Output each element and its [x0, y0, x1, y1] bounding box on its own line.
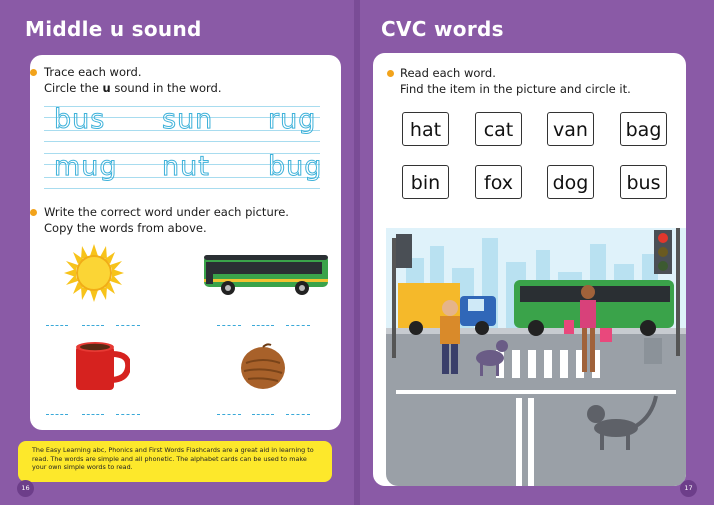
- nut-icon: [238, 343, 288, 391]
- instruction-line: [44, 80, 221, 96]
- answer-line[interactable]: [217, 414, 241, 416]
- word-box[interactable]: cat: [475, 112, 522, 146]
- trace-word[interactable]: bug: [268, 151, 323, 182]
- answer-line[interactable]: [252, 414, 274, 416]
- answer-line[interactable]: [252, 325, 274, 327]
- instruction-write: [44, 204, 289, 236]
- page-title: CVC words: [381, 17, 504, 41]
- instruction-line: Write the correct word under each picture.: [44, 205, 289, 219]
- answer-line[interactable]: [82, 325, 104, 327]
- answer-line[interactable]: [116, 414, 140, 416]
- page-number: 17: [680, 480, 697, 497]
- page-title: Middle u sound: [25, 17, 202, 41]
- word-box[interactable]: bus: [620, 165, 667, 199]
- word-box[interactable]: hat: [402, 112, 449, 146]
- trace-word[interactable]: bus: [54, 104, 106, 135]
- trace-row: [44, 151, 323, 189]
- answer-line[interactable]: [82, 414, 104, 416]
- word-box[interactable]: bin: [402, 165, 449, 199]
- answer-line[interactable]: [46, 414, 68, 416]
- instruction-trace: [44, 64, 221, 96]
- guide-line: [44, 141, 320, 142]
- bullet-dot: [30, 209, 37, 216]
- instruction-text: sound in the word.: [110, 81, 222, 95]
- bullet-dot: [30, 69, 37, 76]
- answer-line[interactable]: [286, 414, 310, 416]
- note-text: The Easy Learning abc, Phonics and First Words Flashcards are a great aid in learning to read. The words are simple and all phonetic. The alphabet cards can be used to make your own simple words to read.: [32, 446, 314, 472]
- instruction-read: [400, 65, 631, 97]
- instruction-bold: u: [102, 81, 111, 95]
- word-box[interactable]: fox: [475, 165, 522, 199]
- mug-icon: [72, 340, 130, 392]
- trace-word[interactable]: sun: [162, 104, 214, 135]
- trace-word[interactable]: rug: [268, 104, 317, 135]
- answer-line[interactable]: [46, 325, 68, 327]
- instruction-line: Read each word.: [400, 66, 496, 80]
- bus-icon: [202, 251, 330, 297]
- word-box[interactable]: van: [547, 112, 594, 146]
- answer-line[interactable]: [286, 325, 310, 327]
- page-number: 16: [17, 480, 34, 497]
- word-box[interactable]: dog: [547, 165, 594, 199]
- instruction-line: Find the item in the picture and circle it.: [400, 82, 631, 96]
- trace-word[interactable]: nut: [162, 151, 210, 182]
- trace-word[interactable]: mug: [54, 151, 118, 182]
- instruction-text: Circle the: [44, 81, 103, 95]
- instruction-line: Trace each word.: [44, 65, 142, 79]
- instruction-line: Copy the words from above.: [44, 221, 207, 235]
- word-box[interactable]: bag: [620, 112, 667, 146]
- guide-line: [44, 188, 320, 189]
- answer-line[interactable]: [116, 325, 140, 327]
- sun-icon: [64, 244, 124, 302]
- bullet-dot: [387, 70, 394, 77]
- parent-note: [18, 441, 332, 482]
- trace-row: [44, 106, 320, 142]
- answer-line[interactable]: [217, 325, 241, 327]
- street-scene-picture[interactable]: [386, 228, 686, 486]
